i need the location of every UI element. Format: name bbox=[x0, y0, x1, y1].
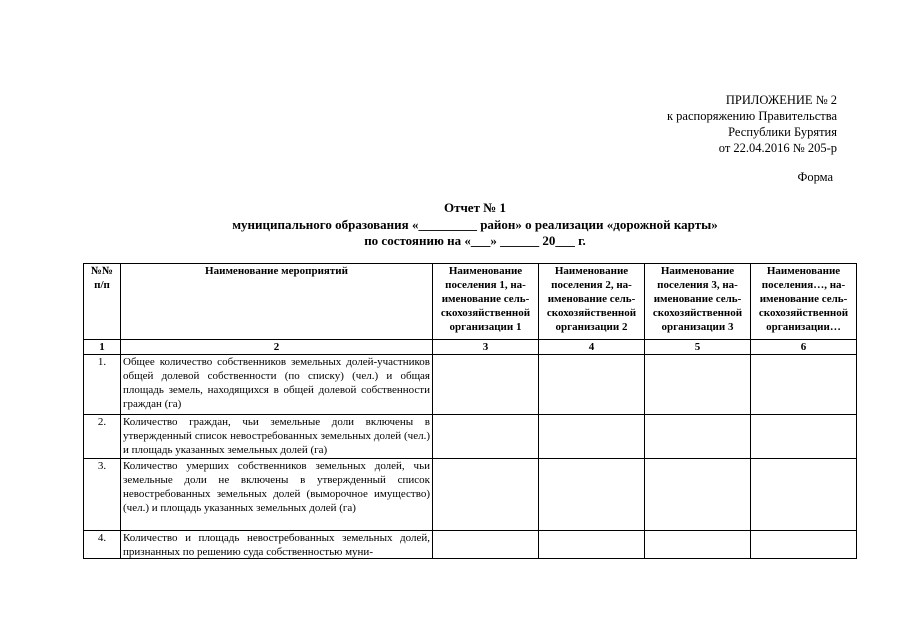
column-number: 6 bbox=[751, 340, 857, 355]
table-cell bbox=[433, 531, 539, 559]
table-row bbox=[84, 355, 857, 415]
form-label: Форма bbox=[797, 170, 833, 184]
table-cell bbox=[645, 531, 751, 559]
appendix-header bbox=[667, 92, 837, 156]
table-cell bbox=[539, 415, 645, 459]
column-number: 5 bbox=[645, 340, 751, 355]
column-number: 1 bbox=[84, 340, 121, 355]
header-settlement-2: Наименование поселения 2, на-именование сель-скохозяйственной организации 2 bbox=[539, 264, 645, 340]
table-cell bbox=[433, 459, 539, 531]
title-line-1: Отчет № 1 bbox=[443, 200, 507, 215]
header-settlement-n: Наименование поселения…, на-именование сель-скохозяйственной организации… bbox=[751, 264, 857, 340]
report-table bbox=[83, 263, 857, 559]
table-cell bbox=[751, 415, 857, 459]
table-cell bbox=[645, 355, 751, 415]
table-row bbox=[84, 415, 857, 459]
row-activity: Количество граждан, чьи земельные доли включены в утвержденный список невостребованных земельных долей (чел.) и площадь указанных земельных долей (га) bbox=[121, 415, 433, 459]
row-activity-text: Количество и площадь невостребованных земельных долей, признанных по решению суда собственностью муни- bbox=[123, 532, 430, 558]
table-cell bbox=[433, 355, 539, 415]
title-line-3: по состоянию на «___» ______ 20___ г. bbox=[364, 233, 586, 248]
table-cell bbox=[539, 531, 645, 559]
table-row bbox=[84, 531, 857, 559]
header-settlement-1: Наименование поселения 1, на-именование сель-скохозяйственной организации 1 bbox=[433, 264, 539, 340]
appendix-line-3: Республики Бурятия bbox=[728, 125, 837, 139]
appendix-line-2: к распоряжению Правительства bbox=[666, 109, 837, 123]
header-number: №№ п/п bbox=[84, 264, 121, 340]
title-line-2: муниципального образования «_________ район» о реализации «дорожной карты» bbox=[232, 216, 718, 232]
table-cell bbox=[645, 459, 751, 531]
appendix-line-1: ПРИЛОЖЕНИЕ № 2 bbox=[725, 93, 837, 107]
column-number-row bbox=[84, 340, 857, 355]
row-number: 4. bbox=[84, 531, 121, 559]
table-header-row bbox=[84, 264, 857, 340]
header-activity-name: Наименование мероприятий bbox=[121, 264, 433, 340]
table-cell bbox=[751, 355, 857, 415]
column-number: 4 bbox=[539, 340, 645, 355]
report-title bbox=[90, 200, 860, 250]
column-number: 3 bbox=[433, 340, 539, 355]
header-settlement-3: Наименование поселения 3, на-именование сель-скохозяйственной организации 3 bbox=[645, 264, 751, 340]
column-number: 2 bbox=[121, 340, 433, 355]
table-cell bbox=[539, 459, 645, 531]
appendix-line-4: от 22.04.2016 № 205-р bbox=[718, 141, 837, 155]
row-activity bbox=[121, 531, 433, 559]
row-activity: Общее количество собственников земельных долей-участников общей долевой собственности (по списку) (чел.) и общая площадь земель, находящихся в общей долевой собственности граждан (га) bbox=[121, 355, 433, 415]
table-cell bbox=[539, 355, 645, 415]
table-cell bbox=[645, 415, 751, 459]
table-cell bbox=[751, 459, 857, 531]
table-row bbox=[84, 459, 857, 531]
row-activity: Количество умерших собственников земельных долей, чьи земельные доли не включены в утвержденный список невостребованных земельных долей (выморочное имущество) (чел.) и площадь указанных земельных долей (га) bbox=[121, 459, 433, 531]
row-number: 1. bbox=[84, 355, 121, 415]
table-cell bbox=[433, 415, 539, 459]
table-cell bbox=[751, 531, 857, 559]
row-number: 2. bbox=[84, 415, 121, 459]
row-number: 3. bbox=[84, 459, 121, 531]
